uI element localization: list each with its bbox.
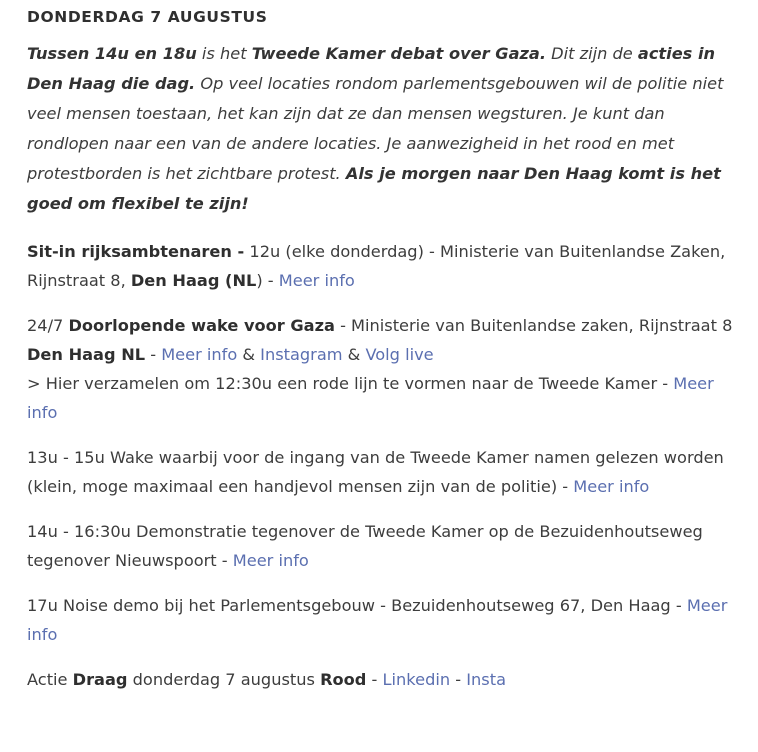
intro-text-1: is het — [196, 44, 252, 63]
event-sit-in-city: Den Haag (NL — [130, 271, 257, 290]
event-wake-volg-live-link[interactable]: Volg live — [365, 345, 434, 364]
intro-time: Tussen 14u en 18u — [27, 44, 197, 63]
event-wear-red-sep-2: - — [450, 670, 467, 689]
event-wake-details: - Ministerie van Buitenlandse zaken, Rijnstraat 8 — [334, 316, 733, 335]
event-names-wake — [27, 443, 749, 501]
event-wake-meer-info-link[interactable]: Meer info — [161, 345, 238, 364]
intro-paragraph — [27, 39, 749, 219]
event-wake-prefix: 24/7 — [27, 316, 69, 335]
event-wear-red-rood: Rood — [320, 670, 367, 689]
event-demonstration — [27, 517, 749, 575]
event-wake-sep: - — [145, 345, 162, 364]
event-sit-in-title: Sit-in rijksambtenaren - — [27, 242, 245, 261]
event-wake-amp-1: & — [237, 345, 261, 364]
intro-debate: Tweede Kamer debat over Gaza. — [251, 44, 546, 63]
intro-flexible: Als je morgen naar Den Haag komt is het goed om flexibel te zijn! — [27, 164, 721, 213]
event-wear-red-sep-1: - — [366, 670, 383, 689]
event-wear-red-text-2: donderdag 7 augustus — [127, 670, 321, 689]
event-sit-in — [27, 237, 749, 295]
event-sit-in-sep: ) - — [256, 271, 279, 290]
event-wear-red-linkedin-link[interactable]: Linkedin — [382, 670, 451, 689]
intro-text-2: Dit zijn de — [546, 44, 638, 63]
event-names-wake-meer-info-link[interactable]: Meer info — [573, 477, 650, 496]
event-noise-demo-meer-info-link[interactable]: Meer info — [27, 596, 728, 644]
intro-actions: acties in Den Haag die dag. — [27, 44, 716, 93]
event-wear-red-text-1: Actie — [27, 670, 73, 689]
event-wear-red — [27, 665, 749, 694]
event-wake-city: Den Haag NL — [27, 345, 146, 364]
event-noise-demo-text: 17u Noise demo bij het Parlementsgebouw - Bezuidenhoutseweg 67, Den Haag - — [27, 596, 687, 615]
event-wake — [27, 311, 749, 427]
event-sit-in-meer-info-link[interactable]: Meer info — [278, 271, 355, 290]
event-noise-demo — [27, 591, 749, 649]
event-wake-amp-2: & — [342, 345, 366, 364]
intro-text-3: Op veel locaties rondom parlementsgebouwen wil de politie niet veel mensen toestaan, het kan zijn dat ze dan mensen wegsturen. Je kunt dan rondlopen naar een van de andere locaties. Je aanwezigheid in het rood en met protestborden is het zichtbare protest. — [27, 74, 724, 183]
date-heading: DONDERDAG 7 AUGUSTUS — [27, 8, 268, 26]
event-wake-title: Doorlopende wake voor Gaza — [68, 316, 335, 335]
event-demonstration-text: 14u - 16:30u Demonstratie tegenover de Tweede Kamer op de Bezuidenhoutseweg tegenover Nieuwspoort - — [27, 522, 703, 570]
event-sit-in-details: 12u (elke donderdag) - Ministerie van Buitenlandse Zaken, Rijnstraat 8, — [27, 242, 726, 290]
event-names-wake-text: 13u - 15u Wake waarbij voor de ingang van de Tweede Kamer namen gelezen worden (klein, moge maximaal een handjevol mensen zijn van de politie) - — [27, 448, 724, 496]
event-wear-red-draag: Draag — [72, 670, 128, 689]
event-wake-gathering: > Hier verzamelen om 12:30u een rode lijn te vormen naar de Tweede Kamer - — [27, 374, 674, 393]
event-wake-gathering-meer-info-link[interactable]: Meer info — [27, 374, 714, 422]
event-wear-red-insta-link[interactable]: Insta — [466, 670, 506, 689]
event-demonstration-meer-info-link[interactable]: Meer info — [232, 551, 309, 570]
event-wake-instagram-link[interactable]: Instagram — [260, 345, 343, 364]
